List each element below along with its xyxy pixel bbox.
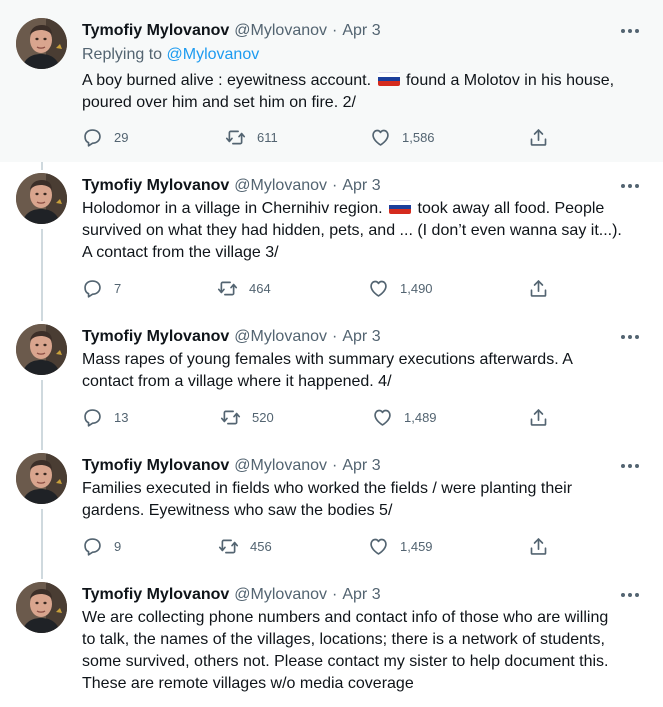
tweet-text-line: We are collecting phone numbers and contact info of those who are willing <box>82 609 609 626</box>
heart-icon <box>372 407 393 428</box>
share-icon <box>528 127 549 148</box>
share-button[interactable] <box>528 529 549 563</box>
avatar[interactable] <box>16 173 67 224</box>
author-name[interactable]: Tymofiy Mylovanov <box>82 457 230 474</box>
retweet-button[interactable] <box>217 271 271 305</box>
author-handle[interactable]: @Mylovanov <box>234 177 328 194</box>
retweet-count: 464 <box>249 280 271 296</box>
more-icon[interactable] <box>619 20 641 42</box>
tweet-date[interactable]: Apr 3 <box>342 22 381 39</box>
like-count: 1,490 <box>400 280 433 296</box>
replying-to-label: Replying to <box>82 46 163 63</box>
tweet[interactable] <box>0 564 663 707</box>
reply-button[interactable] <box>82 271 121 305</box>
retweet-button[interactable] <box>225 120 278 154</box>
separator-dot: · <box>332 457 338 474</box>
tweet-text-line: Families executed in fields who worked the fields / were planting their <box>82 480 573 497</box>
retweet-icon <box>220 407 241 428</box>
tweet[interactable] <box>0 155 663 305</box>
like-button[interactable] <box>368 271 433 305</box>
replying-to <box>82 46 259 64</box>
like-count: 1,489 <box>404 409 437 425</box>
tweet-text-line: contact from a village where it happened. 4/ <box>82 373 392 390</box>
tweet[interactable] <box>0 435 663 565</box>
tweet-text <box>82 349 642 393</box>
reply-count: 7 <box>114 280 122 296</box>
author-name[interactable]: Tymofiy Mylovanov <box>82 177 230 194</box>
avatar[interactable] <box>16 324 67 375</box>
tweet-text-line: gardens. Eyewitness who saw the bodies 5/ <box>82 502 393 519</box>
like-count: 1,586 <box>402 129 435 145</box>
tweet-header <box>82 584 381 606</box>
more-icon[interactable] <box>619 455 641 477</box>
tweet-date[interactable]: Apr 3 <box>342 177 381 194</box>
tweet-header <box>82 20 381 42</box>
reply-icon <box>82 278 103 299</box>
reply-icon <box>82 127 103 148</box>
share-button[interactable] <box>528 400 549 434</box>
retweet-button[interactable] <box>218 529 272 563</box>
like-button[interactable] <box>370 120 435 154</box>
like-count: 1,459 <box>400 538 433 554</box>
tweet-text-line <box>82 70 642 92</box>
share-icon <box>528 536 549 557</box>
tweet-text <box>82 478 642 522</box>
text-segment: Holodomor in a village in Chernihiv region. <box>82 200 383 217</box>
author-handle[interactable]: @Mylovanov <box>234 328 328 345</box>
separator-dot: · <box>332 22 338 39</box>
separator-dot: · <box>332 586 338 603</box>
tweet-actions <box>70 120 590 154</box>
tweet[interactable] <box>0 306 663 436</box>
tweet-text-line: poured over him and set him on fire. 2/ <box>82 94 356 111</box>
text-segment: A boy burned alive : eyewitness account. <box>82 72 372 89</box>
retweet-count: 456 <box>250 538 272 554</box>
tweet-text-line: survived on what they had hidden, pets, and ... (I don’t even wanna say it...). <box>82 222 622 239</box>
retweet-count: 520 <box>252 409 274 425</box>
like-button[interactable] <box>372 400 437 434</box>
tweet-header <box>82 326 381 348</box>
author-name[interactable]: Tymofiy Mylovanov <box>82 328 230 345</box>
reply-count: 13 <box>114 409 129 425</box>
avatar[interactable] <box>16 453 67 504</box>
author-handle[interactable]: @Mylovanov <box>234 22 328 39</box>
tweet-text <box>82 607 642 695</box>
tweet-actions <box>70 529 590 563</box>
avatar[interactable] <box>16 18 67 69</box>
share-button[interactable] <box>528 120 549 154</box>
share-icon <box>528 278 549 299</box>
more-icon[interactable] <box>619 326 641 348</box>
tweet-text <box>82 198 642 264</box>
avatar[interactable] <box>16 582 67 633</box>
retweet-button[interactable] <box>220 400 274 434</box>
share-button[interactable] <box>528 271 549 305</box>
separator-dot: · <box>332 177 338 194</box>
tweet-text-line: Mass rapes of young females with summary executions afterwards. A <box>82 351 573 368</box>
retweet-icon <box>218 536 239 557</box>
tweet-text <box>82 70 642 114</box>
tweet-actions <box>70 271 590 305</box>
retweet-icon <box>217 278 238 299</box>
reply-button[interactable] <box>82 120 128 154</box>
reply-icon <box>82 407 103 428</box>
reply-count: 29 <box>114 129 129 145</box>
tweet-header <box>82 455 381 477</box>
reply-count: 9 <box>114 538 122 554</box>
tweet-text-line <box>82 198 642 220</box>
russia-flag-icon <box>389 200 411 214</box>
reply-button[interactable] <box>82 529 121 563</box>
heart-icon <box>368 536 389 557</box>
text-segment: took away all food. People <box>417 200 605 217</box>
tweet-header <box>82 175 381 197</box>
heart-icon <box>368 278 389 299</box>
retweet-icon <box>225 127 246 148</box>
author-handle[interactable]: @Mylovanov <box>234 457 328 474</box>
tweet[interactable] <box>0 0 663 162</box>
heart-icon <box>370 127 391 148</box>
tweet-text-line: some survived, others not. Please contact my sister to help document this. <box>82 653 609 670</box>
like-button[interactable] <box>368 529 433 563</box>
tweet-date[interactable]: Apr 3 <box>342 586 381 603</box>
reply-icon <box>82 536 103 557</box>
author-name[interactable]: Tymofiy Mylovanov <box>82 586 230 603</box>
mention-link[interactable]: @Mylovanov <box>166 46 260 63</box>
separator-dot: · <box>332 328 338 345</box>
tweet-actions <box>70 400 590 434</box>
more-icon[interactable] <box>619 175 641 197</box>
tweet-text-line: A contact from the village 3/ <box>82 244 279 261</box>
author-handle[interactable]: @Mylovanov <box>234 586 328 603</box>
author-name[interactable]: Tymofiy Mylovanov <box>82 22 230 39</box>
reply-button[interactable] <box>82 400 128 434</box>
tweet-date[interactable]: Apr 3 <box>342 328 381 345</box>
share-icon <box>528 407 549 428</box>
tweet-text-line: to talk, the names of the villages, locations; there is a network of students, <box>82 631 605 648</box>
russia-flag-icon <box>378 72 400 86</box>
tweet-text-line: These are remote villages w/o media coverage <box>82 675 414 692</box>
retweet-count: 611 <box>257 129 278 145</box>
more-icon[interactable] <box>619 584 641 606</box>
text-segment: found a Molotov in his house, <box>405 72 615 89</box>
tweet-date[interactable]: Apr 3 <box>342 457 381 474</box>
